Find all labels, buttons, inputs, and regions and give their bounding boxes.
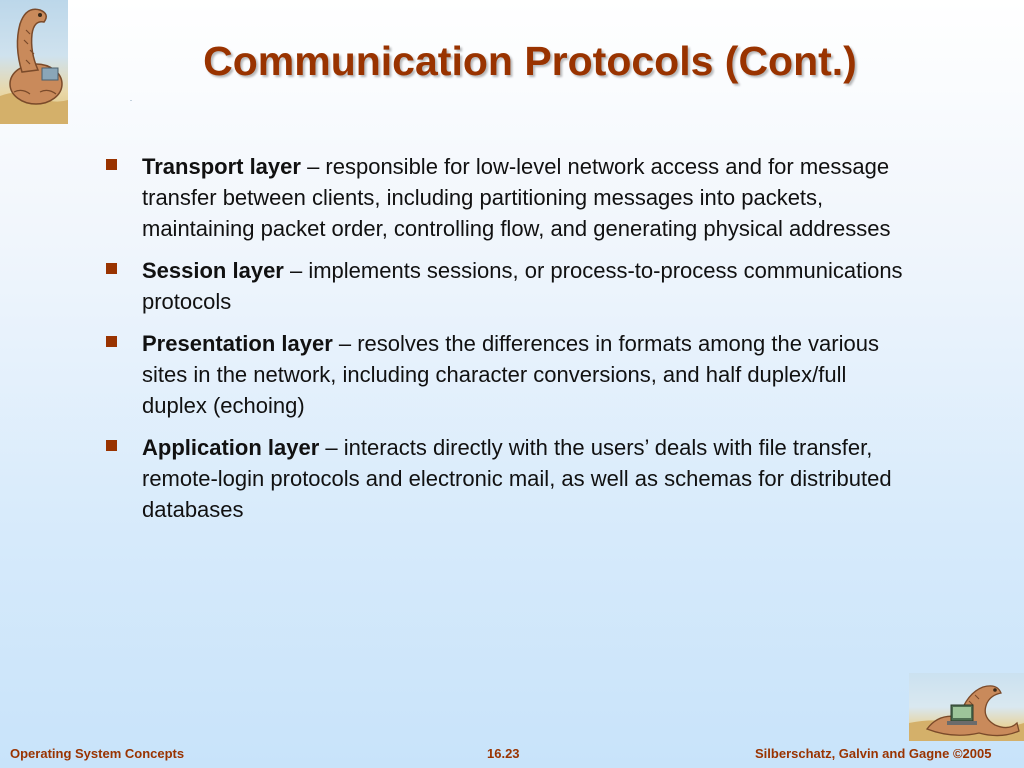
square-bullet-icon xyxy=(106,336,117,347)
item-description: – resolves the differences in formats among the various sites in the network, including character conversions, and half duplex/full duplex (echoing) xyxy=(142,331,879,418)
footer-book-title: Operating System Concepts xyxy=(10,746,185,761)
square-bullet-icon xyxy=(106,263,117,274)
item-text xyxy=(142,255,906,317)
list-item xyxy=(106,432,906,525)
list-item xyxy=(106,255,906,317)
list-item xyxy=(106,151,906,244)
item-text xyxy=(142,328,906,421)
footer-page-number: 16.23 xyxy=(487,746,520,761)
footer-authors: Silberschatz, Galvin and Gagne ©2005 xyxy=(755,746,992,761)
list-item xyxy=(106,328,906,421)
item-term: Session layer xyxy=(142,258,284,283)
item-description: – responsible for low-level network access and for message transfer between clients, including partitioning messages into packets, maintaining packet order, controlling flow, and generating physical addresses xyxy=(142,154,891,241)
slide-title: Communication Protocols (Cont.) xyxy=(203,38,857,84)
bullet-list xyxy=(106,151,906,536)
item-text xyxy=(142,151,906,244)
dinosaur-logo-icon xyxy=(0,0,68,124)
dinosaur-laptop-icon xyxy=(909,673,1024,741)
item-term: Application layer xyxy=(142,435,320,460)
item-text xyxy=(142,432,906,525)
square-bullet-icon xyxy=(106,159,117,170)
item-description: – implements sessions, or process-to-process communications protocols xyxy=(142,258,903,314)
item-description: – interacts directly with the users’ deals with file transfer, remote-login protocols and electronic mail, as well as schemas for distributed databases xyxy=(142,435,892,522)
item-term: Transport layer xyxy=(142,154,301,179)
square-bullet-icon xyxy=(106,440,117,451)
decorative-dot xyxy=(130,100,132,101)
item-term: Presentation layer xyxy=(142,331,333,356)
